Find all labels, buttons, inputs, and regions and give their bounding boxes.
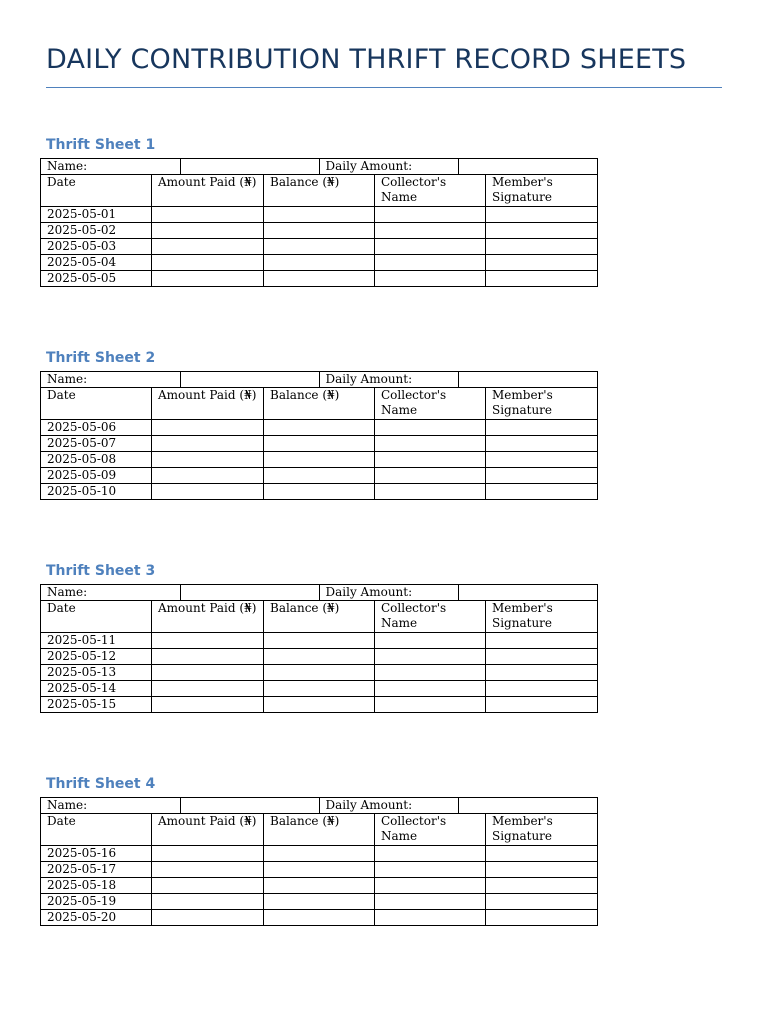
table-row — [41, 468, 598, 484]
table-row — [41, 878, 598, 894]
table-row — [41, 420, 598, 436]
table-row — [41, 910, 598, 926]
date-cell: 2025-05-20 — [41, 910, 152, 926]
collector-name-cell[interactable] — [375, 436, 486, 452]
info-row — [41, 159, 598, 175]
date-cell: 2025-05-02 — [41, 223, 152, 239]
column-header: Member's Signature — [486, 388, 598, 420]
daily-amount-field[interactable] — [458, 372, 597, 387]
thrift-table — [40, 584, 598, 713]
sheet-heading: Thrift Sheet 3 — [46, 563, 156, 579]
member-signature-cell[interactable] — [486, 484, 598, 500]
daily-amount-label: Daily Amount: — [319, 372, 458, 387]
amount-paid-cell[interactable] — [152, 420, 264, 436]
amount-paid-cell[interactable] — [152, 255, 264, 271]
column-header: Balance (₦) — [264, 814, 375, 846]
amount-paid-cell[interactable] — [152, 910, 264, 926]
member-signature-cell[interactable] — [486, 239, 598, 255]
amount-paid-cell[interactable] — [152, 878, 264, 894]
daily-amount-field[interactable] — [458, 798, 597, 813]
column-header: Member's Signature — [486, 175, 598, 207]
column-header: Member's Signature — [486, 814, 598, 846]
column-header: Collector's Name — [375, 388, 486, 420]
column-header: Collector's Name — [375, 814, 486, 846]
member-signature-cell[interactable] — [486, 207, 598, 223]
member-signature-cell[interactable] — [486, 846, 598, 862]
balance-cell[interactable] — [264, 420, 375, 436]
thrift-sheet-4 — [40, 775, 598, 926]
member-signature-cell[interactable] — [486, 633, 598, 649]
balance-cell[interactable] — [264, 665, 375, 681]
member-signature-cell[interactable] — [486, 665, 598, 681]
balance-cell[interactable] — [264, 633, 375, 649]
collector-name-cell[interactable] — [375, 239, 486, 255]
info-table — [41, 585, 597, 600]
collector-name-cell[interactable] — [375, 452, 486, 468]
balance-cell[interactable] — [264, 468, 375, 484]
thrift-table — [40, 371, 598, 500]
info-table — [41, 798, 597, 813]
info-row — [41, 372, 598, 388]
collector-name-cell[interactable] — [375, 223, 486, 239]
name-label: Name: — [47, 159, 88, 173]
collector-name-cell[interactable] — [375, 255, 486, 271]
balance-cell[interactable] — [264, 452, 375, 468]
column-header-row — [41, 814, 598, 846]
sheet-heading: Thrift Sheet 2 — [46, 350, 156, 366]
thrift-table — [40, 797, 598, 926]
collector-name-cell[interactable] — [375, 207, 486, 223]
column-header: Member's Signature — [486, 601, 598, 633]
date-cell: 2025-05-08 — [41, 452, 152, 468]
amount-paid-cell[interactable] — [152, 649, 264, 665]
member-signature-cell[interactable] — [486, 271, 598, 287]
amount-paid-cell[interactable] — [152, 484, 264, 500]
collector-name-cell[interactable] — [375, 468, 486, 484]
amount-paid-cell[interactable] — [152, 239, 264, 255]
column-header: Collector's Name — [375, 175, 486, 207]
table-row — [41, 894, 598, 910]
balance-cell[interactable] — [264, 681, 375, 697]
table-row — [41, 452, 598, 468]
column-header: Balance (₦) — [264, 175, 375, 207]
amount-paid-cell[interactable] — [152, 633, 264, 649]
column-header: Balance (₦) — [264, 388, 375, 420]
balance-cell[interactable] — [264, 271, 375, 287]
thrift-sheet-3 — [40, 562, 598, 713]
name-field[interactable] — [180, 159, 319, 174]
sheet-heading: Thrift Sheet 1 — [46, 137, 156, 153]
date-cell: 2025-05-16 — [41, 846, 152, 862]
date-cell: 2025-05-10 — [41, 484, 152, 500]
member-signature-cell[interactable] — [486, 452, 598, 468]
info-cell — [41, 585, 598, 601]
daily-amount-label: Daily Amount: — [319, 159, 458, 174]
collector-name-cell[interactable] — [375, 910, 486, 926]
column-header: Balance (₦) — [264, 601, 375, 633]
date-cell: 2025-05-06 — [41, 420, 152, 436]
date-cell: 2025-05-13 — [41, 665, 152, 681]
name-label: Name: — [47, 798, 88, 812]
date-cell: 2025-05-18 — [41, 878, 152, 894]
member-signature-cell[interactable] — [486, 697, 598, 713]
balance-cell[interactable] — [264, 207, 375, 223]
amount-paid-cell[interactable] — [152, 271, 264, 287]
table-row — [41, 846, 598, 862]
table-row — [41, 255, 598, 271]
name-label: Name: — [47, 372, 88, 386]
collector-name-cell[interactable] — [375, 697, 486, 713]
page-title: DAILY CONTRIBUTION THRIFT RECORD SHEETS — [46, 44, 687, 75]
column-header-row — [41, 388, 598, 420]
name-label: Name: — [47, 585, 88, 599]
member-signature-cell[interactable] — [486, 649, 598, 665]
date-cell: 2025-05-07 — [41, 436, 152, 452]
column-header: Amount Paid (₦) — [152, 388, 264, 420]
table-row — [41, 484, 598, 500]
member-signature-cell[interactable] — [486, 910, 598, 926]
member-signature-cell[interactable] — [486, 255, 598, 271]
collector-name-cell[interactable] — [375, 420, 486, 436]
collector-name-cell[interactable] — [375, 649, 486, 665]
amount-paid-cell[interactable] — [152, 452, 264, 468]
daily-amount-field[interactable] — [458, 585, 597, 600]
table-row — [41, 649, 598, 665]
name-field[interactable] — [180, 585, 319, 600]
table-row — [41, 681, 598, 697]
balance-cell[interactable] — [264, 436, 375, 452]
balance-cell[interactable] — [264, 910, 375, 926]
collector-name-cell[interactable] — [375, 484, 486, 500]
member-signature-cell[interactable] — [486, 223, 598, 239]
sheet-heading: Thrift Sheet 4 — [46, 776, 156, 792]
date-cell: 2025-05-15 — [41, 697, 152, 713]
date-cell: 2025-05-12 — [41, 649, 152, 665]
info-row — [41, 585, 598, 601]
date-cell: 2025-05-03 — [41, 239, 152, 255]
date-cell: 2025-05-14 — [41, 681, 152, 697]
collector-name-cell[interactable] — [375, 681, 486, 697]
balance-cell[interactable] — [264, 223, 375, 239]
info-table — [41, 159, 597, 174]
date-cell: 2025-05-09 — [41, 468, 152, 484]
column-header: Date — [41, 175, 152, 207]
table-row — [41, 665, 598, 681]
table-row — [41, 436, 598, 452]
column-header: Amount Paid (₦) — [152, 814, 264, 846]
daily-amount-label: Daily Amount: — [319, 585, 458, 600]
collector-name-cell[interactable] — [375, 271, 486, 287]
balance-cell[interactable] — [264, 894, 375, 910]
column-header-row — [41, 601, 598, 633]
collector-name-cell[interactable] — [375, 846, 486, 862]
date-cell: 2025-05-05 — [41, 271, 152, 287]
info-row — [41, 798, 598, 814]
column-header: Amount Paid (₦) — [152, 601, 264, 633]
table-row — [41, 862, 598, 878]
column-header: Date — [41, 388, 152, 420]
amount-paid-cell[interactable] — [152, 697, 264, 713]
collector-name-cell[interactable] — [375, 878, 486, 894]
member-signature-cell[interactable] — [486, 681, 598, 697]
amount-paid-cell[interactable] — [152, 862, 264, 878]
daily-amount-field[interactable] — [458, 159, 597, 174]
amount-paid-cell[interactable] — [152, 223, 264, 239]
column-header: Date — [41, 601, 152, 633]
column-header: Amount Paid (₦) — [152, 175, 264, 207]
date-cell: 2025-05-04 — [41, 255, 152, 271]
member-signature-cell[interactable] — [486, 894, 598, 910]
amount-paid-cell[interactable] — [152, 207, 264, 223]
column-header: Date — [41, 814, 152, 846]
balance-cell[interactable] — [264, 878, 375, 894]
column-header: Collector's Name — [375, 601, 486, 633]
info-cell — [41, 372, 598, 388]
table-row — [41, 271, 598, 287]
name-field[interactable] — [180, 798, 319, 813]
balance-cell[interactable] — [264, 697, 375, 713]
balance-cell[interactable] — [264, 846, 375, 862]
amount-paid-cell[interactable] — [152, 894, 264, 910]
balance-cell[interactable] — [264, 255, 375, 271]
table-row — [41, 239, 598, 255]
name-field[interactable] — [180, 372, 319, 387]
collector-name-cell[interactable] — [375, 633, 486, 649]
balance-cell[interactable] — [264, 862, 375, 878]
thrift-sheet-2 — [40, 349, 598, 500]
balance-cell[interactable] — [264, 484, 375, 500]
info-table — [41, 372, 597, 387]
date-cell: 2025-05-17 — [41, 862, 152, 878]
date-cell: 2025-05-19 — [41, 894, 152, 910]
thrift-sheet-1 — [40, 136, 598, 287]
member-signature-cell[interactable] — [486, 468, 598, 484]
collector-name-cell[interactable] — [375, 665, 486, 681]
amount-paid-cell[interactable] — [152, 681, 264, 697]
collector-name-cell[interactable] — [375, 894, 486, 910]
daily-amount-label: Daily Amount: — [319, 798, 458, 813]
info-cell — [41, 159, 598, 175]
amount-paid-cell[interactable] — [152, 468, 264, 484]
amount-paid-cell[interactable] — [152, 665, 264, 681]
title-underline — [46, 87, 722, 88]
table-row — [41, 207, 598, 223]
amount-paid-cell[interactable] — [152, 846, 264, 862]
column-header-row — [41, 175, 598, 207]
balance-cell[interactable] — [264, 649, 375, 665]
table-row — [41, 633, 598, 649]
table-row — [41, 697, 598, 713]
member-signature-cell[interactable] — [486, 878, 598, 894]
date-cell: 2025-05-01 — [41, 207, 152, 223]
date-cell: 2025-05-11 — [41, 633, 152, 649]
collector-name-cell[interactable] — [375, 862, 486, 878]
amount-paid-cell[interactable] — [152, 436, 264, 452]
member-signature-cell[interactable] — [486, 436, 598, 452]
thrift-table — [40, 158, 598, 287]
table-row — [41, 223, 598, 239]
info-cell — [41, 798, 598, 814]
member-signature-cell[interactable] — [486, 862, 598, 878]
member-signature-cell[interactable] — [486, 420, 598, 436]
balance-cell[interactable] — [264, 239, 375, 255]
